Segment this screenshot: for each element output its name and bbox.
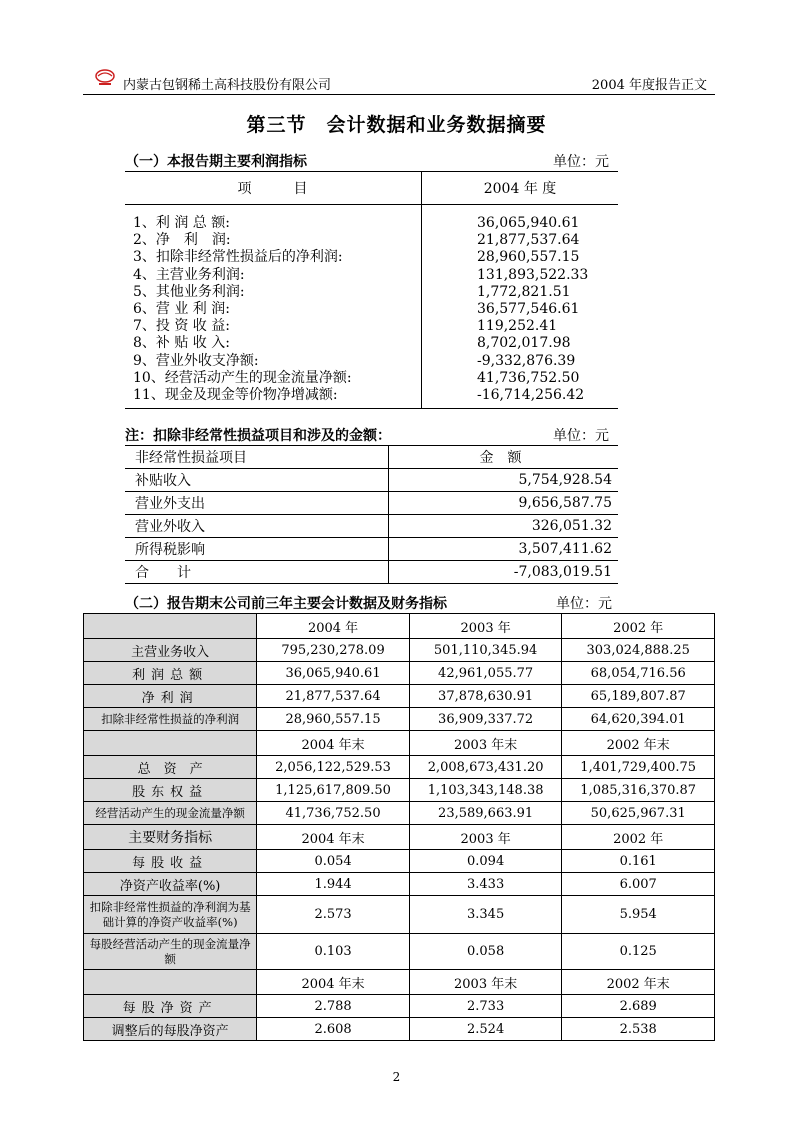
header-row xyxy=(84,614,715,639)
header-label-cell: 主要财务指标 xyxy=(84,825,257,850)
table-row xyxy=(84,662,715,685)
table-row xyxy=(125,387,618,409)
row-value: 131,893,522.33 xyxy=(477,266,589,283)
row-value: -9,332,876.39 xyxy=(477,352,576,369)
year-header: 2003 年 xyxy=(409,825,562,850)
table-row xyxy=(84,779,715,802)
row-value: 2.524 xyxy=(409,1018,562,1041)
table-row xyxy=(125,232,618,249)
row-value: 8,702,017.98 xyxy=(477,335,571,352)
row-label: 6、营 业 利 润: xyxy=(125,301,422,318)
row-value: 9,656,587.75 xyxy=(389,492,619,515)
row-value: 2.733 xyxy=(409,995,562,1018)
note-unit: 单位：元 xyxy=(553,428,609,444)
row-label: 1、利 润 总 额: xyxy=(125,205,422,233)
row-value: 2.608 xyxy=(257,1018,410,1041)
year-header: 2004 年 xyxy=(257,614,410,639)
table-row xyxy=(84,708,715,731)
table-row xyxy=(125,492,618,515)
col-amount-header: 金 额 xyxy=(389,446,619,469)
row-label: 每股净资产 xyxy=(84,995,257,1018)
row-value: 50,625,967.31 xyxy=(562,802,715,825)
col-item-header: 项 目 xyxy=(125,172,422,205)
row-value: 1.944 xyxy=(257,873,410,896)
table-row xyxy=(125,249,618,266)
note-heading: 注：扣除非经常性损益项目和涉及的金额： xyxy=(125,428,391,444)
year-header: 2003 年末 xyxy=(409,731,562,756)
col-year-header: 2004 年 度 xyxy=(422,172,619,205)
table-row xyxy=(84,896,715,934)
row-value: 0.054 xyxy=(257,850,410,873)
row-value: 28,960,557.15 xyxy=(257,708,410,731)
table-row xyxy=(125,353,618,370)
table-row xyxy=(84,873,715,896)
row-value: 37,878,630.91 xyxy=(409,685,562,708)
row-value: 326,051.32 xyxy=(389,515,619,538)
row-value: 68,054,716.56 xyxy=(562,662,715,685)
non-recurring-table xyxy=(125,445,618,584)
row-value: 795,230,278.09 xyxy=(257,639,410,662)
row-value: 65,189,807.87 xyxy=(562,685,715,708)
row-value: 41,736,752.50 xyxy=(257,802,410,825)
row-value: 0.058 xyxy=(409,934,562,970)
row-label: 9、营业外收支净额: xyxy=(125,353,422,370)
section1-unit: 单位：元 xyxy=(553,154,609,170)
row-value: 2.538 xyxy=(562,1018,715,1041)
year-header: 2002 年 xyxy=(562,614,715,639)
row-label: 4、主营业务利润: xyxy=(125,267,422,284)
year-header: 2003 年末 xyxy=(409,970,562,995)
row-value: 2.788 xyxy=(257,995,410,1018)
row-label: 7、投 资 收 益: xyxy=(125,318,422,335)
table-row xyxy=(84,995,715,1018)
row-label: 股东权益 xyxy=(84,779,257,802)
row-value: 5.954 xyxy=(562,896,715,934)
table-row xyxy=(84,934,715,970)
row-value: 6.007 xyxy=(562,873,715,896)
row-value: 0.103 xyxy=(257,934,410,970)
row-label: 利润总额 xyxy=(84,662,257,685)
row-value: 36,065,940.61 xyxy=(257,662,410,685)
row-value: 2.573 xyxy=(257,896,410,934)
row-value: 119,252.41 xyxy=(477,318,558,335)
row-label: 每股经营活动产生的现金流量净额 xyxy=(84,934,257,970)
row-label: 合 计 xyxy=(125,561,389,584)
row-label: 每股收益 xyxy=(84,850,257,873)
year-header: 2004 年末 xyxy=(257,970,410,995)
company-name: 内蒙古包钢稀土高科技股份有限公司 xyxy=(123,78,332,93)
row-label: 8、补 贴 收 入: xyxy=(125,335,422,352)
table-row xyxy=(125,267,618,284)
table-row xyxy=(84,639,715,662)
row-label: 营业外收入 xyxy=(125,515,389,538)
row-value: 21,877,537.64 xyxy=(257,685,410,708)
row-value: 1,085,316,370.87 xyxy=(562,779,715,802)
row-value: -16,714,256.42 xyxy=(477,386,585,403)
row-value: 0.125 xyxy=(562,934,715,970)
table-row xyxy=(125,284,618,301)
row-label: 扣除非经常性损益的净利润为基础计算的净资产收益率(%) xyxy=(84,896,257,934)
report-name: 2004 年度报告正文 xyxy=(591,78,707,93)
row-label: 经营活动产生的现金流量净额 xyxy=(84,802,257,825)
row-value: 3.433 xyxy=(409,873,562,896)
row-label: 3、扣除非经常性损益后的净利润: xyxy=(125,249,422,266)
row-value: 1,401,729,400.75 xyxy=(562,756,715,779)
section1-heading: （一）本报告期主要利润指标 xyxy=(125,154,307,170)
table-row xyxy=(125,301,618,318)
row-value: 2,008,673,431.20 xyxy=(409,756,562,779)
year-header: 2002 年 xyxy=(562,825,715,850)
row-value: 2.689 xyxy=(562,995,715,1018)
table-row xyxy=(125,469,618,492)
header-row xyxy=(84,731,715,756)
row-label: 主营业务收入 xyxy=(84,639,257,662)
header-label-cell xyxy=(84,614,257,639)
year-header: 2004 年末 xyxy=(257,731,410,756)
year-header: 2003 年 xyxy=(409,614,562,639)
row-value: 64,620,394.01 xyxy=(562,708,715,731)
col-item-header: 非经常性损益项目 xyxy=(125,446,389,469)
header-row xyxy=(84,970,715,995)
row-value: 1,125,617,809.50 xyxy=(257,779,410,802)
row-value: 36,577,546.61 xyxy=(477,301,580,318)
table-row xyxy=(84,850,715,873)
profit-indicators-table xyxy=(125,171,618,409)
row-value: 0.094 xyxy=(409,850,562,873)
row-label: 10、经营活动产生的现金流量净额: xyxy=(125,370,422,387)
page-header xyxy=(83,66,715,95)
row-value: 36,065,940.61 xyxy=(477,215,580,232)
table-row xyxy=(125,538,618,561)
row-label: 净利润 xyxy=(84,685,257,708)
row-value: 303,024,888.25 xyxy=(562,639,715,662)
row-value: 36,909,337.72 xyxy=(409,708,562,731)
header-row xyxy=(84,825,715,850)
year-header: 2002 年末 xyxy=(562,731,715,756)
row-value: 1,103,343,148.38 xyxy=(409,779,562,802)
row-label: 5、其他业务利润: xyxy=(125,284,422,301)
row-label: 营业外支出 xyxy=(125,492,389,515)
row-value: -7,083,019.51 xyxy=(389,561,619,584)
row-value: 0.161 xyxy=(562,850,715,873)
row-value: 41,736,752.50 xyxy=(477,369,580,386)
three-year-table xyxy=(83,613,715,1041)
table-row xyxy=(125,370,618,387)
year-header: 2004 年末 xyxy=(257,825,410,850)
row-value: 3,507,411.62 xyxy=(389,538,619,561)
table-row xyxy=(84,685,715,708)
row-value: 3.345 xyxy=(409,896,562,934)
table-row xyxy=(125,515,618,538)
row-value: 42,961,055.77 xyxy=(409,662,562,685)
row-value: 23,589,663.91 xyxy=(409,802,562,825)
row-value: 21,877,537.64 xyxy=(477,232,580,249)
row-label: 所得税影响 xyxy=(125,538,389,561)
header-label-cell xyxy=(84,731,257,756)
row-value: 501,110,345.94 xyxy=(409,639,562,662)
row-value: 1,772,821.51 xyxy=(477,283,571,300)
row-label: 净资产收益率(%) xyxy=(84,873,257,896)
row-value: 2,056,122,529.53 xyxy=(257,756,410,779)
table-row xyxy=(125,205,618,233)
page-title: 第三节 会计数据和业务数据摘要 xyxy=(246,114,547,136)
row-label: 11、现金及现金等价物净增减额: xyxy=(125,387,422,409)
row-label: 扣除非经常性损益的净利润 xyxy=(84,708,257,731)
company-logo-icon xyxy=(93,68,117,88)
row-value: 28,960,557.15 xyxy=(477,249,580,266)
row-label: 总 资 产 xyxy=(84,756,257,779)
table-row xyxy=(84,802,715,825)
table-row xyxy=(125,335,618,352)
year-header: 2002 年末 xyxy=(562,970,715,995)
table-row xyxy=(84,1018,715,1041)
table-row xyxy=(125,561,618,584)
section2-heading: （二）报告期末公司前三年主要会计数据及财务指标 xyxy=(125,596,447,612)
table-row xyxy=(125,318,618,335)
page-number: 2 xyxy=(392,1070,401,1084)
row-value: 5,754,928.54 xyxy=(389,469,619,492)
table-row xyxy=(84,756,715,779)
row-label: 补贴收入 xyxy=(125,469,389,492)
section2-unit: 单位：元 xyxy=(556,596,612,612)
row-label: 调整后的每股净资产 xyxy=(84,1018,257,1041)
header-label-cell xyxy=(84,970,257,995)
row-label: 2、净 利 润: xyxy=(125,232,422,249)
